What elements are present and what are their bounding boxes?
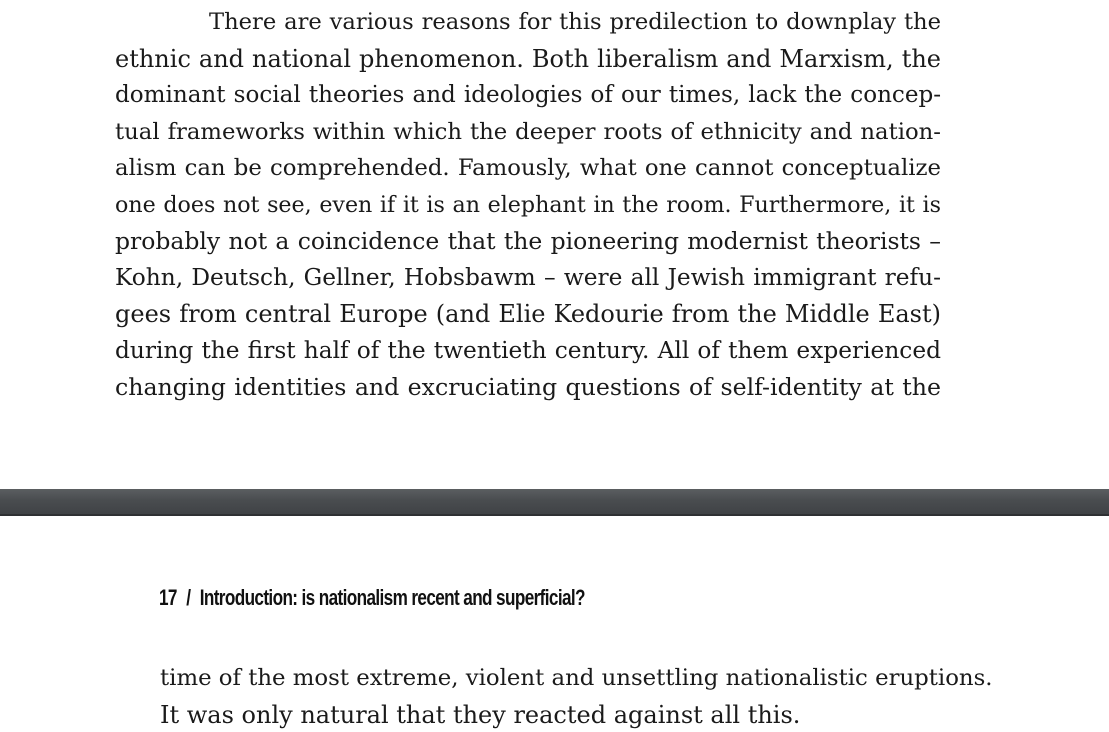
text-line: There are various reasons for this predilection to downplay the xyxy=(209,9,941,35)
chapter-title: Introduction: is nationalism recent and superficial? xyxy=(199,585,585,610)
running-header xyxy=(159,585,585,611)
text-line: during the first half of the twentieth century. All of them experienced xyxy=(115,336,941,364)
paragraph xyxy=(115,4,941,406)
header-separator: / xyxy=(186,585,191,610)
page-lower xyxy=(0,516,1109,732)
text-line: It was only natural that they reacted against all this. xyxy=(160,700,801,729)
text-line: one does not see, even if it is an elephant in the room. Furthermore, it is xyxy=(115,191,941,218)
text-line: ethnic and national phenomenon. Both liberalism and Marxism, the xyxy=(115,44,941,73)
page-separator xyxy=(0,489,1109,516)
text-line: probably not a coincidence that the pioneering modernist theorists – xyxy=(115,227,941,255)
paragraph xyxy=(160,660,1000,732)
text-line: time of the most extreme, violent and unsettling nationalistic eruptions. xyxy=(160,665,993,691)
text-line: alism can be comprehended. Famously, what one cannot conceptualize xyxy=(115,155,941,181)
text-line: dominant social theories and ideologies of our times, lack the concep- xyxy=(115,82,941,108)
text-line: tual frameworks within which the deeper roots of ethnicity and nation- xyxy=(115,118,941,145)
text-line: changing identities and excruciating questions of self-identity at the xyxy=(115,373,941,401)
page-number: 17 xyxy=(159,585,177,610)
text-line: gees from central Europe (and Elie Kedourie from the Middle East) xyxy=(115,300,941,328)
text-line: Kohn, Deutsch, Gellner, Hobsbawm – were all Jewish immigrant refu- xyxy=(115,263,941,291)
